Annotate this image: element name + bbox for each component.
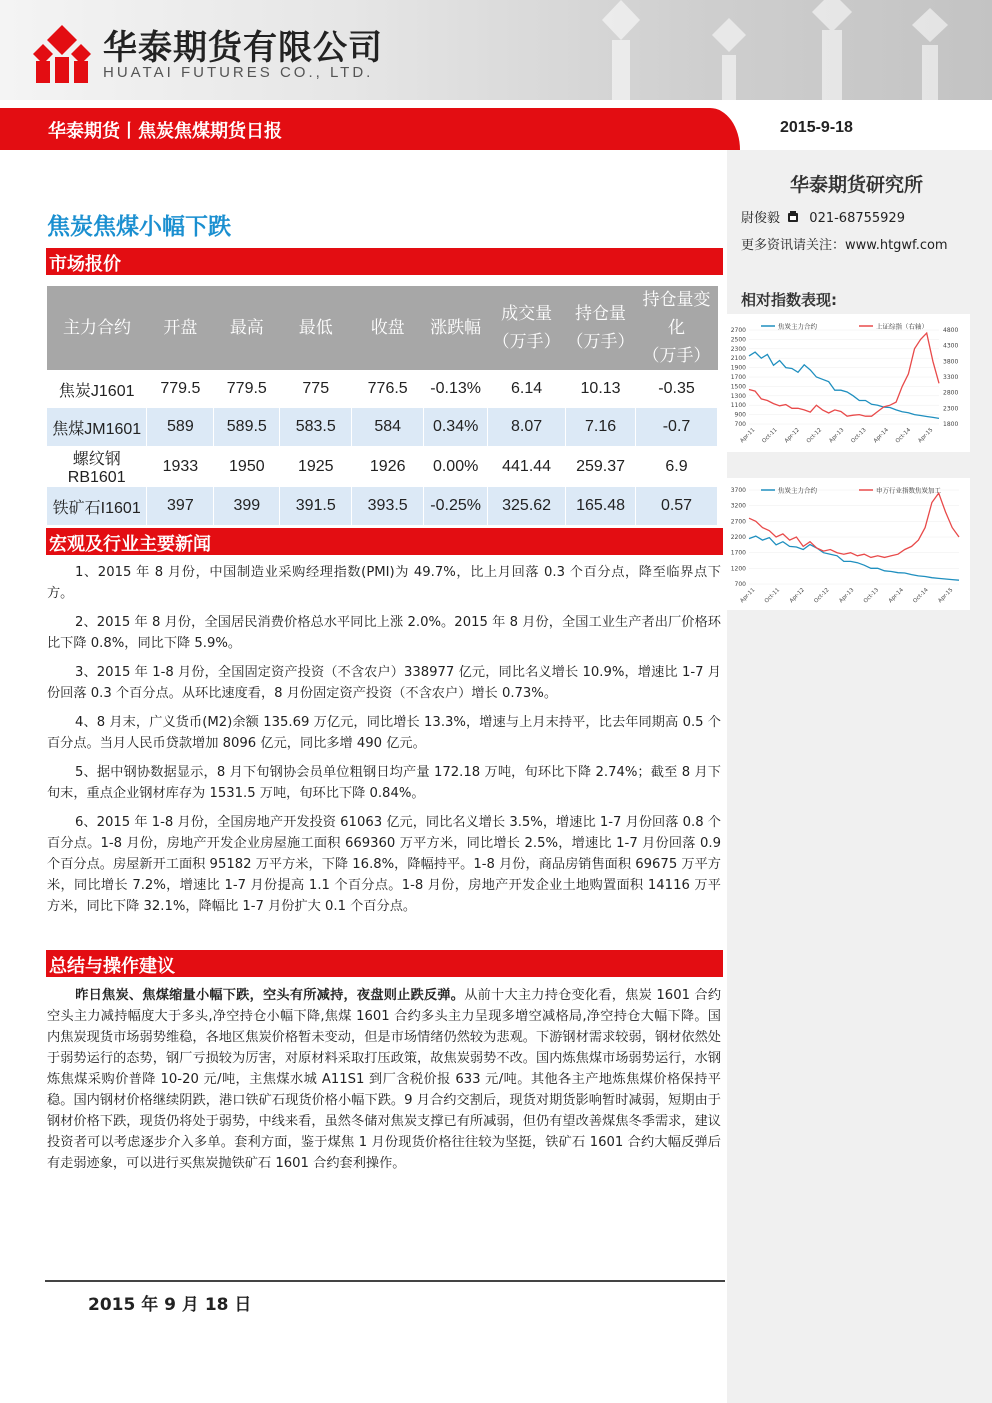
- footer-divider: [45, 1280, 725, 1282]
- chart-coke-vs-sw-coking-index: [727, 478, 970, 610]
- col-header: 最高: [214, 286, 280, 370]
- chart1-gridlines: [749, 330, 939, 424]
- analyst-name: 尉俊毅: [741, 211, 781, 226]
- y-tick-label: 2700: [730, 518, 746, 526]
- series-line: [749, 493, 959, 557]
- y-right-tick-label: 1800: [943, 421, 959, 428]
- cell-low: 1925: [280, 446, 352, 487]
- analyst-contact: [741, 207, 905, 226]
- chart1-series: [749, 333, 939, 418]
- chart1-x-axis: [739, 427, 934, 445]
- y-tick-label: 2200: [730, 534, 746, 541]
- cell-close: 1926: [352, 446, 424, 487]
- cell-volume: 441.44: [488, 446, 566, 487]
- cell-open-interest: 259.37: [566, 446, 636, 487]
- col-header: 持仓量变化 （万手）: [636, 286, 718, 370]
- table-row: [47, 370, 718, 408]
- cell-change: 0.34%: [424, 408, 488, 446]
- table-row: [47, 487, 718, 525]
- x-tick-label: Apr-14: [872, 427, 890, 445]
- cell-change: -0.25%: [424, 487, 488, 525]
- cell-contract: 焦煤JM1601: [47, 408, 147, 446]
- headline-title: 焦炭焦煤小幅下跌: [47, 214, 231, 240]
- legend-label: 焦炭主力合约: [778, 486, 817, 495]
- legend-label: 上证综指（右轴）: [876, 322, 928, 331]
- x-tick-label: Oct-14: [912, 587, 930, 605]
- news-item: 2、2015 年 8 月份，全国居民消费价格总水平同比上涨 2.0%。2015 年 8 月份，全国工业生产者出厂价格环比下降 0.8%，同比下降 5.9%。: [47, 615, 721, 651]
- cell-oi-change: -0.7: [636, 408, 718, 446]
- news-item: 3、2015 年 1-8 月份，全国固定资产投资（不含农户）338977 亿元，同比名义增长 10.9%，增速比 1-7 月份回落 0.3 个百分点。从环比速度看，8 月份固定资产投资（不含农户）增长 0.73%。: [47, 665, 721, 701]
- y-right-tick-label: 4800: [943, 327, 959, 334]
- col-header: 收盘: [352, 286, 424, 370]
- cell-volume: 8.07: [488, 408, 566, 446]
- cell-open: 397: [147, 487, 214, 525]
- cell-open: 779.5: [147, 370, 214, 408]
- section-title: 总结与操作建议: [49, 956, 175, 977]
- y-tick-label: 1300: [730, 392, 746, 400]
- y-right-tick-label: 3800: [943, 358, 959, 366]
- chart2-x-axis: [739, 587, 954, 605]
- y-tick-label: 2700: [730, 327, 746, 334]
- news-item: 4、8 月末，广义货币(M2)余额 135.69 万亿元，同比增长 13.3%，增速与上月末持平，比去年同期高 0.5 个百分点。当月人民币贷款增加 8096 亿元，同比多增 490 亿元。: [47, 715, 721, 751]
- y-tick-label: 2300: [730, 345, 746, 353]
- x-tick-label: Oct-11: [763, 587, 782, 605]
- col-header: 持仓量 （万手）: [566, 286, 636, 370]
- x-tick-label: Apr-11: [739, 587, 757, 605]
- news-item: 5、据中钢协数据显示，8 月下旬钢协会员单位粗钢日均产量 172.18 万吨，旬环比下降 2.74%；截至 8 月下旬末，重点企业钢材库存为 1531.5 万吨，旬环比下降 0.84%。: [47, 765, 721, 801]
- cell-low: 583.5: [280, 408, 352, 446]
- cell-open: 1933: [147, 446, 214, 487]
- chart-coke-vs-shanghai-index: [727, 314, 970, 452]
- y-right-tick-label: 4300: [943, 342, 959, 350]
- cell-contract: 铁矿石I1601: [47, 487, 147, 525]
- table-row: [47, 446, 718, 487]
- header-decoration: [572, 0, 992, 100]
- report-title: 华泰期货丨焦炭焦煤期货日报: [48, 121, 282, 142]
- more-info-link[interactable]: 更多资讯请关注：www.htgwf.com: [741, 238, 948, 253]
- x-tick-label: Apr-12: [783, 427, 801, 445]
- y-tick-label: 1700: [730, 549, 746, 557]
- cell-close: 776.5: [352, 370, 424, 408]
- institute-name: 华泰期货研究所: [790, 174, 924, 196]
- x-tick-label: Oct-13: [862, 587, 881, 605]
- footer-date: 2015 年 9 月 18 日: [88, 1295, 252, 1315]
- cell-open: 589: [147, 408, 214, 446]
- series-line: [749, 333, 939, 416]
- company-name-cn: 华泰期货有限公司: [103, 28, 383, 68]
- report-date: 2015-9-18: [780, 119, 853, 136]
- series-line: [749, 352, 939, 418]
- summary-paragraph: [47, 985, 721, 1174]
- cell-oi-change: -0.35: [636, 370, 718, 408]
- summary-lead: 昨日焦炭、焦煤缩量小幅下跌，空头有所减持，夜盘则止跌反弹。: [75, 988, 465, 1003]
- y-tick-label: 1700: [730, 374, 746, 381]
- cell-open-interest: 165.48: [566, 487, 636, 525]
- x-tick-label: Apr-15: [917, 427, 935, 445]
- y-tick-label: 2100: [730, 355, 746, 363]
- cell-change: 0.00%: [424, 446, 488, 487]
- cell-volume: 6.14: [488, 370, 566, 408]
- y-right-tick-label: 2300: [943, 405, 959, 413]
- x-tick-label: Apr-13: [828, 427, 846, 445]
- series-line: [749, 536, 959, 580]
- chart1-legend: [761, 322, 928, 331]
- x-tick-label: Apr-11: [739, 427, 757, 445]
- x-tick-label: Apr-12: [788, 587, 806, 605]
- news-item: 1、2015 年 8 月份，中国制造业采购经理指数(PMI)为 49.7%，比上月回落 0.3 个百分点，降至临界点下方。: [47, 565, 721, 601]
- y-tick-label: 700: [734, 421, 746, 428]
- y-tick-label: 1900: [730, 364, 746, 372]
- x-tick-label: Oct-12: [805, 427, 824, 445]
- company-logo-icon: [33, 23, 91, 83]
- y-tick-label: 700: [734, 581, 746, 588]
- cell-close: 393.5: [352, 487, 424, 525]
- y-tick-label: 1500: [730, 383, 746, 391]
- y-right-tick-label: 2800: [943, 389, 959, 397]
- cell-open-interest: 10.13: [566, 370, 636, 408]
- x-tick-label: Oct-12: [813, 587, 831, 605]
- summary-body: 从前十大主力持仓变化看，焦炭 1601 合约空头主力减持幅度大于多头,净空持仓小幅下降,焦煤 1601 合约多头主力呈现多增空减格局,净空持仓大幅下降。国内焦炭现货市场弱势维稳，各地区焦炭价格暂未变动，但是市场情绪仍然较为悲观。下游钢材需求较弱，钢材依然处于弱势运行的态势，钢厂亏损较为厉害，对原材料采取打压政策，故焦炭弱势不改。国内炼焦煤市场弱势运行，水钢炼焦煤采购价普降 10-20 元/吨，主焦煤水城 A11S1 到厂含税价报 633 元/吨。其他各主产地炼焦煤价格保持平稳。国内钢材价格继续阴跌，港口铁矿石现货价格小幅下跌。9 月合约交割后，现货对期货影响暂时减弱，短期由于钢材价格下跌，现货仍将处于弱势，中线来看，虽然冬储对焦炭支撑已有所减弱，但仍有望改善煤焦冬季需求，建议投资者可以考虑逐步介入多单。套利方面，鉴于煤焦 1 月份现货价格往往较为坚挺，铁矿石 1601 合约大幅反弹后有走弱迹象，可以进行买焦炭抛铁矿石 1601 合约套利操作。: [47, 988, 721, 1171]
- cell-open-interest: 7.16: [566, 408, 636, 446]
- cell-low: 775: [280, 370, 352, 408]
- y-right-tick-label: 3300: [943, 374, 959, 381]
- x-tick-label: Oct-14: [894, 427, 913, 445]
- section-macro-news: [46, 528, 723, 555]
- analyst-phone: 021-68755929: [809, 211, 905, 226]
- section-title: 市场报价: [49, 254, 121, 275]
- section-market-quotes: [46, 248, 723, 275]
- chart2-left-axis: [731, 487, 746, 588]
- phone-icon: [787, 211, 799, 223]
- col-header: 涨跌幅: [424, 286, 488, 370]
- cell-low: 391.5: [280, 487, 352, 525]
- y-tick-label: 1200: [730, 565, 746, 573]
- cell-high: 589.5: [214, 408, 280, 446]
- cell-high: 1950: [214, 446, 280, 487]
- report-header: [0, 0, 992, 100]
- x-tick-label: Apr-14: [887, 587, 905, 605]
- legend-label: 焦炭主力合约: [778, 322, 817, 331]
- chart1-left-axis: [731, 327, 746, 428]
- chart2-gridlines: [749, 490, 959, 584]
- section-title: 宏观及行业主要新闻: [49, 534, 211, 555]
- cell-high: 779.5: [214, 370, 280, 408]
- cell-contract: 焦炭J1601: [47, 370, 147, 408]
- y-tick-label: 3700: [730, 487, 746, 494]
- cell-volume: 325.62: [488, 487, 566, 525]
- y-tick-label: 2500: [730, 336, 746, 344]
- market-quotes-table: [47, 286, 718, 525]
- company-name-en: HUATAI FUTURES CO., LTD.: [103, 64, 374, 81]
- cell-change: -0.13%: [424, 370, 488, 408]
- chart1-right-axis: [943, 327, 958, 428]
- news-item: 6、2015 年 1-8 月份，全国房地产开发投资 61063 亿元，同比名义增长 3.5%，增速比 1-7 月份回落 0.8 个百分点。1-8 月份，房地产开发企业房屋施工面积 669360 万平方米，同比增长 2.5%，增速比 1-7 月份回落 0.9 个百分点。房屋新开工面积 95182 万平方米，下降 16.8%，降幅持平。1-8 月份，商品房销售面积 69675 万平方米，同比增长 7.2%，增速比 1-7 月份提高 1.1 个百分点。1-8 月份，房地产开发企业土地购置面积 14116 万平方米，同比下降 32.1%，降幅比 1-7 月份扩大 0.1 个百分点。: [47, 815, 721, 914]
- col-header: 开盘: [147, 286, 214, 370]
- col-header: 最低: [280, 286, 352, 370]
- section-summary: [46, 950, 723, 977]
- x-tick-label: Apr-15: [937, 587, 955, 605]
- legend-label: 申万行业指数焦炭加工: [876, 486, 941, 495]
- cell-close: 584: [352, 408, 424, 446]
- y-tick-label: 3200: [730, 502, 746, 510]
- cell-oi-change: 6.9: [636, 446, 718, 487]
- y-tick-label: 1100: [730, 402, 746, 410]
- table-header-row: [47, 286, 718, 370]
- cell-high: 399: [214, 487, 280, 525]
- relative-index-title: 相对指数表现:: [741, 291, 837, 309]
- y-tick-label: 900: [734, 411, 746, 419]
- x-tick-label: Oct-11: [761, 427, 779, 445]
- cell-contract: 螺纹钢RB1601: [47, 446, 147, 487]
- x-tick-label: Apr-13: [838, 587, 856, 605]
- col-header: 主力合约: [47, 286, 147, 370]
- chart2-series: [749, 493, 959, 580]
- table-row: [47, 408, 718, 446]
- x-tick-label: Oct-13: [850, 427, 868, 445]
- col-header: 成交量 （万手）: [488, 286, 566, 370]
- cell-oi-change: 0.57: [636, 487, 718, 525]
